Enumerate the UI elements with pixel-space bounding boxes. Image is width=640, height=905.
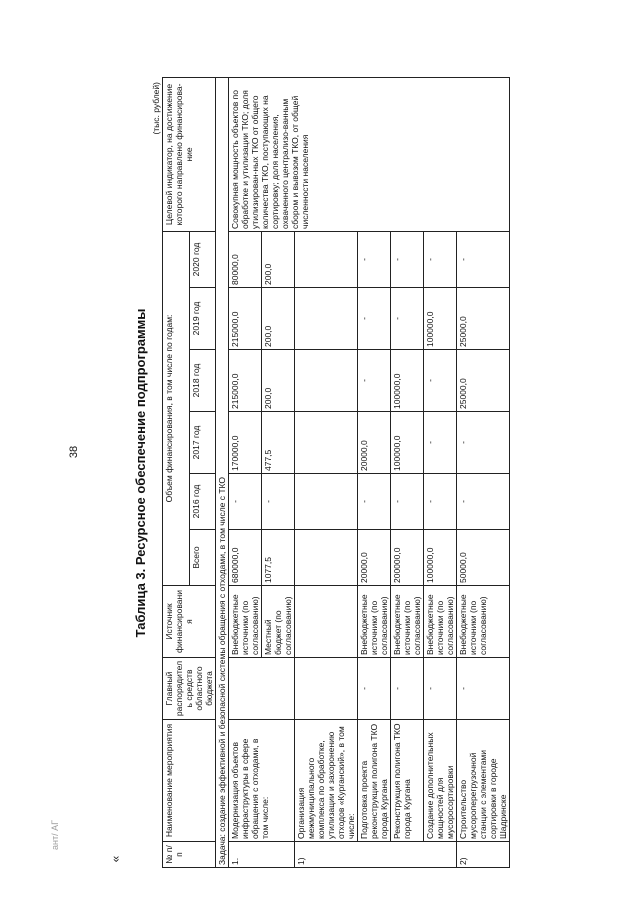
row-2018: 215000,0 <box>229 350 262 412</box>
row-name: Модернизация объектов инфраструктуры в сфере обращения с отходами, в том числе: <box>229 720 295 842</box>
header-2019: 2019 год <box>189 288 216 350</box>
row-2018: 100000,0 <box>391 350 424 412</box>
header-target: Целевой индикатор, на достижение которого направлено финансирова-ние <box>163 77 216 231</box>
row-2016 <box>295 474 358 530</box>
row-name: Организация межмуниципального комплекса по обработке, утилизации и захоронению отходов «Курганский», в том числе: <box>295 720 358 842</box>
row-source <box>295 586 358 658</box>
header-2020: 2020 год <box>189 231 216 287</box>
row-admin: - <box>358 658 391 720</box>
row-2016: - <box>424 474 457 530</box>
row-2018: - <box>358 350 391 412</box>
task-row <box>216 77 229 867</box>
row-2020 <box>295 231 358 287</box>
target-indicator: Совокупная мощность объектов по обработке и утилизации ТКО; доля утилизирован-ных ТКО от общего количества ТКО, поступающих на сортировку; доля населения, охваченного централизо-ванным сбором и вывозом ТКО, от общей численности населения <box>229 77 510 231</box>
row-2017: - <box>424 412 457 474</box>
task-text: Задача: создание эффективной и безопасной системы обращения с отходами, в том числе с ТКО <box>216 77 229 867</box>
units-label: (тыс. рублей) <box>151 82 161 135</box>
row-total <box>295 530 358 586</box>
row-2016: - <box>229 474 262 530</box>
row-num: 2) <box>457 842 510 868</box>
row-source: Внебюджетные источники (по согласованию) <box>229 586 262 658</box>
row-admin <box>229 658 295 720</box>
handwritten-marks: ант/ АГ <box>49 820 60 850</box>
header-2016: 2016 год <box>189 474 216 530</box>
row-2018 <box>295 350 358 412</box>
opening-quote-mark: « <box>108 855 123 863</box>
row-2017: 477,5 <box>262 412 295 474</box>
row-2017: 20000,0 <box>358 412 391 474</box>
row-2019: - <box>391 288 424 350</box>
header-source: Источник финансирования <box>163 586 216 658</box>
row-2019: 25000,0 <box>457 288 510 350</box>
row-name: Подготовка проекта реконструкции полигона ТКО города Кургана <box>358 720 391 842</box>
row-source: Внебюджетные источники (по согласованию) <box>391 586 424 658</box>
row-2016: - <box>391 474 424 530</box>
header-volume: Объем финансирования, в том числе по годам: <box>163 231 190 585</box>
row-total: 200000,0 <box>391 530 424 586</box>
row-source: Внебюджетные источники (по согласованию) <box>424 586 457 658</box>
row-admin: - <box>391 658 424 720</box>
row-name: Строительство мусороперегрузочной станции с элементами сортировки в городе Шадринске <box>457 720 510 842</box>
row-2018: 25000,0 <box>457 350 510 412</box>
row-num: 1) <box>295 842 457 868</box>
resource-table <box>162 77 510 868</box>
header-admin: Главный распорядитель средств областного бюджета <box>163 658 216 720</box>
row-2020: 200,0 <box>262 231 295 287</box>
row-2020: - <box>457 231 510 287</box>
row-2017: 100000,0 <box>391 412 424 474</box>
table-title: Таблица 3. Ресурсное обеспечение подпрограммы <box>133 308 148 638</box>
row-2019: - <box>358 288 391 350</box>
row-2018: 200,0 <box>262 350 295 412</box>
row-2016: - <box>358 474 391 530</box>
row-name: Создание дополнительных мощностей для мусоросортировки <box>424 720 457 842</box>
row-source: Местный бюджет (по согласованию) <box>262 586 295 658</box>
row-2017: 170000,0 <box>229 412 262 474</box>
row-2020: - <box>358 231 391 287</box>
row-total: 20000,0 <box>358 530 391 586</box>
row-total: 100000,0 <box>424 530 457 586</box>
header-2017: 2017 год <box>189 412 216 474</box>
row-2020: 80000,0 <box>229 231 262 287</box>
row-2019: 200,0 <box>262 288 295 350</box>
row-2019: 100000,0 <box>424 288 457 350</box>
row-2018: - <box>424 350 457 412</box>
header-total: Всего <box>189 530 216 586</box>
row-2016: - <box>457 474 510 530</box>
row-2017: - <box>457 412 510 474</box>
header-row <box>163 77 190 867</box>
row-2019: 215000,0 <box>229 288 262 350</box>
row-2020: - <box>424 231 457 287</box>
row-2019 <box>295 288 358 350</box>
row-admin <box>295 658 358 720</box>
row-2020: - <box>391 231 424 287</box>
header-2018: 2018 год <box>189 350 216 412</box>
row-admin: - <box>457 658 510 720</box>
row-total: 1077,5 <box>262 530 295 586</box>
row-total: 50000,0 <box>457 530 510 586</box>
row-source: Внебюджетные источники (по согласованию) <box>358 586 391 658</box>
row-admin: - <box>424 658 457 720</box>
page-number: 38 <box>68 445 81 459</box>
row-num: 1. <box>229 842 295 868</box>
header-num: № п/п <box>163 842 216 868</box>
row-name: Реконструкция полигона ТКО города Кургана <box>391 720 424 842</box>
row-2016: - <box>262 474 295 530</box>
row-source: Внебюджетные источники (по согласованию) <box>457 586 510 658</box>
rotated-page-content <box>133 78 510 868</box>
header-name: Наименование мероприятия <box>163 720 216 842</box>
row-total: 680000,0 <box>229 530 262 586</box>
table-row <box>229 77 262 867</box>
row-2017 <box>295 412 358 474</box>
